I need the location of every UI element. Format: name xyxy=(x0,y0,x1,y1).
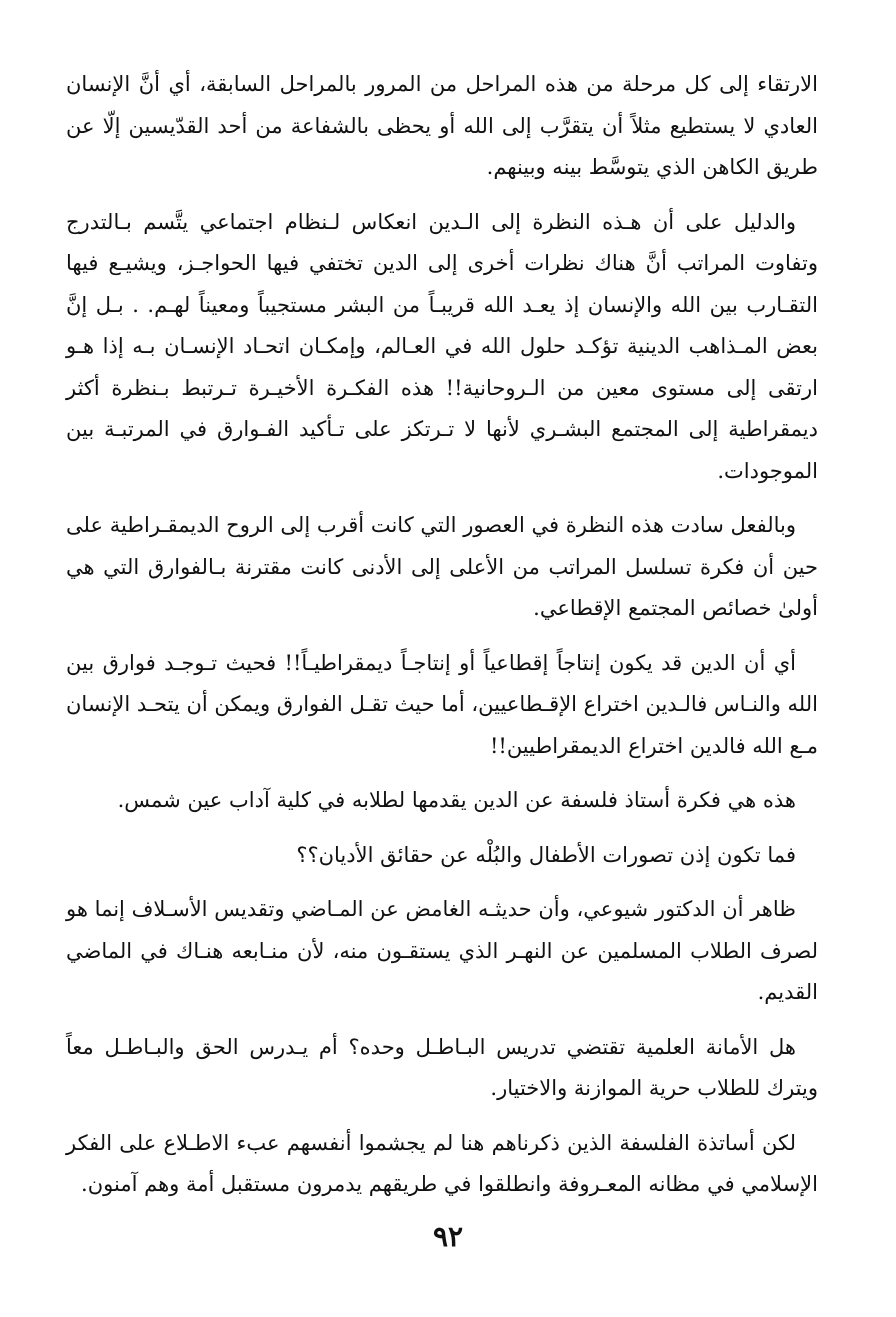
paragraph-3: وبالفعل سادت هذه النظرة في العصور التي كانت أقرب إلى الروح الديمقـراطية على حين أن فكرة تسلسل المراتب من الأعلى إلى الأدنى كانت مقترنة بـالفوارق التي هي أولىٰ خصائص المجتمع الإقطاعي. xyxy=(66,513,818,620)
paragraph-6: فما تكون إذن تصورات الأطفال والبُلْه عن حقائق الأديان؟؟ xyxy=(296,842,796,867)
page-body-text xyxy=(66,64,818,1219)
paragraph-4: أي أن الدين قد يكون إنتاجاً إقطاعياً أو إنتاجـاً ديمقراطيـاً!! فحيث تـوجـد فوارق بين الله والنـاس فالـدين اختراع الإقـطاعيين، أما حيث تقـل الفوارق ويمكن أن يتحـد الإنسان مـع الله فالدين اختراع الديمقراطيين!! xyxy=(66,650,818,758)
paragraph-8: هل الأمانة العلمية تقتضي تدريس البـاطـل وحده؟ أم يـدرس الحق والبـاطـل معاً ويترك للطلاب حرية الموازنة والاختيار. xyxy=(66,1034,818,1100)
paragraph-5: هذه هي فكرة أستاذ فلسفة عن الدين يقدمها لطلابه في كلية آداب عين شمس. xyxy=(117,788,796,812)
paragraph-2: والدليل على أن هـذه النظرة إلى الـدين انعكاس لـنظام اجتماعي يتَّسم بـالتدرج وتفاوت المراتب أنَّ هناك نظرات أخرى إلى الدين تختفي فيها الحواجـز، ويشيـع فيها التقـارب بين الله والإنسان إذ يعـد الله قريبـاً من البشر مستجيباً ومعيناً لهـم. . بـل إنَّ بعض المـذاهب الدينية تؤكـد حلول الله في العـالم، وإمكـان اتحـاد الإنسـان بـه إذا هـو ارتقى إلى مستوى معين من الـروحانية!! هذه الفكـرة الأخيـرة تـرتبط بـنظرة أكثر ديمقراطية إلى المجتمع البشـري لأنها لا تـرتكز على تـأكيد الفـوارق في المرتبـة بين الموجودات. xyxy=(66,209,818,483)
paragraph-1: الارتقاء إلى كل مرحلة من هذه المراحل من المرور بالمراحل السابقة، أي أنَّ الإنسان العادي لا يستطيع مثلاً أن يتقرَّب إلى الله أو يحظى بالشفاعة من أحد القدّيسين إلّا عن طريق الكاهن الذي يتوسَّط بينه وبينهم. xyxy=(66,72,818,179)
paragraph-7: ظاهر أن الدكتور شيوعي، وأن حديثـه الغامض عن المـاضي وتقديس الأسـلاف إنما هو لصرف الطلاب المسلمين عن النهـر الذي يستقـون منه، لأن منـابعه هنـاك في الماضي القديم. xyxy=(66,897,818,1004)
page-number: ٩٢ xyxy=(432,1220,464,1253)
paragraph-9: لكن أساتذة الفلسفة الذين ذكرناهم هنا لم يجشموا أنفسهم عبء الاطـلاع على الفكر الإسلامي في مظانه المعـروفة وانطلقوا في طريقهم يدمرون مستقبل أمة وهم آمنون. xyxy=(66,1130,818,1196)
